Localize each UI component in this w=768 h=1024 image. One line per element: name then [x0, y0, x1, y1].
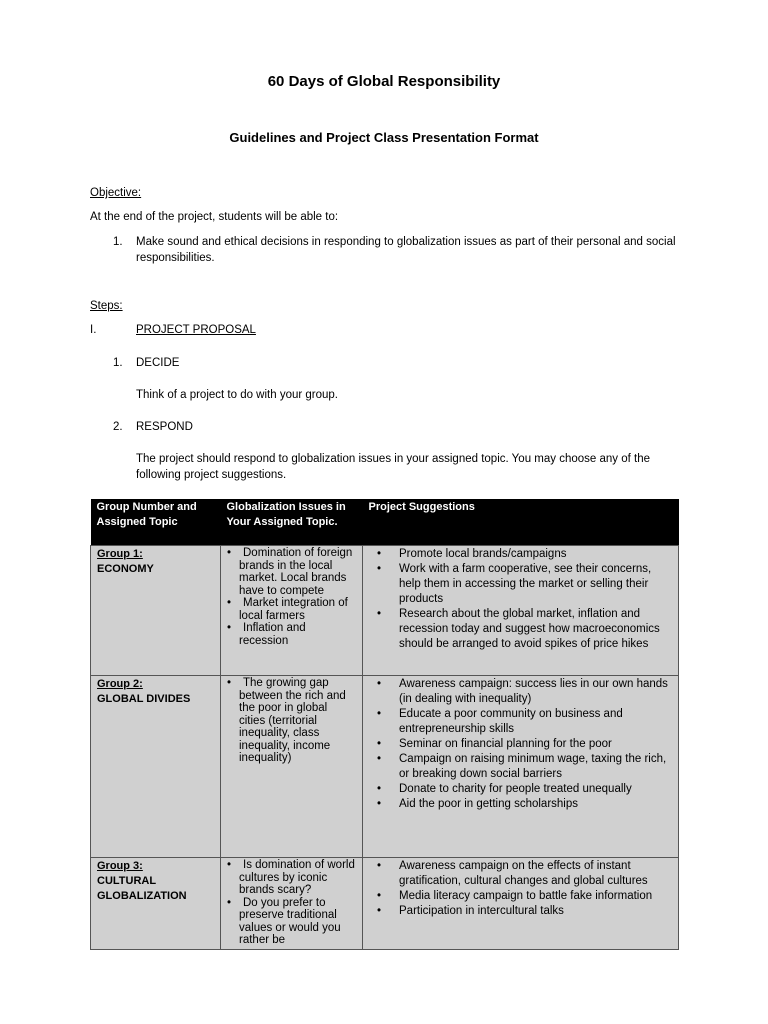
suggestion-item: • Educate a poor community on business and entrepreneurship skills [399, 707, 672, 737]
suggestions-cell [363, 546, 679, 676]
suggestion-item: • Seminar on financial planning for the poor [399, 737, 672, 752]
objective-intro: At the end of the project, students will be able to: [90, 211, 339, 223]
issue-item: • Do you prefer to preserve traditional values or would you rather be [239, 897, 356, 947]
issues-cell [221, 546, 363, 676]
header-group: Group Number and Assigned Topic [91, 499, 221, 546]
section-title: PROJECT PROPOSAL [136, 324, 256, 336]
step1-title: DECIDE [136, 357, 180, 369]
header-suggestions: Project Suggestions [363, 499, 679, 546]
suggestion-item: • Awareness campaign on the effects of instant gratification, cultural changes and global cultures [399, 859, 672, 889]
suggestion-item: • Participation in intercultural talks [399, 904, 672, 919]
issues-cell [221, 858, 363, 950]
suggestion-item: • Campaign on raising minimum wage, taxing the rich, or breaking down social barriers [399, 752, 672, 782]
page-title: 60 Days of Global Responsibility [267, 73, 501, 90]
group-cell [91, 676, 221, 858]
issue-item: • Market integration of local farmers [239, 597, 356, 622]
issue-item: • The growing gap between the rich and the poor in global cities (territorial inequality, class inequality, income inequality) [239, 677, 356, 765]
group-label: Group 1: [97, 548, 143, 560]
suggestion-item: • Research about the global market, inflation and recession today and suggest how macroeconomics should be arranged to avoid spikes of price hikes [399, 607, 672, 652]
suggestions-cell [363, 676, 679, 858]
suggestion-item: • Awareness campaign: success lies in our own hands (in dealing with inequality) [399, 677, 672, 707]
group-label: Group 2: [97, 678, 143, 690]
step2-number: 2. [113, 421, 123, 433]
table-row [91, 676, 679, 858]
issue-item: • Domination of foreign brands in the local market. Local brands have to compete [239, 547, 356, 597]
group-cell [91, 858, 221, 950]
suggestion-item: • Promote local brands/campaigns [399, 547, 672, 562]
objective-item-text: Make sound and ethical decisions in responding to globalization issues as part of their personal and social responsibilities. [136, 236, 676, 264]
group-label: Group 3: [97, 860, 143, 872]
suggestion-item: • Aid the poor in getting scholarships [399, 797, 672, 812]
issues-cell [221, 676, 363, 858]
steps-heading: Steps: [90, 300, 123, 312]
step1-number: 1. [113, 357, 123, 369]
suggestions-cell [363, 858, 679, 950]
table-row [91, 858, 679, 950]
group-topic: CULTURAL GLOBALIZATION [97, 875, 187, 902]
suggestion-item: • Donate to charity for people treated unequally [399, 782, 672, 797]
suggestion-item: • Media literacy campaign to battle fake information [399, 889, 672, 904]
objective-heading: Objective: [90, 187, 142, 199]
header-issues: Globalization Issues in Your Assigned Topic. [221, 499, 363, 546]
objective-item-number: 1. [113, 236, 123, 248]
page-subtitle: Guidelines and Project Class Presentation Format [229, 130, 539, 145]
section-number: I. [90, 324, 97, 336]
issue-item: • Inflation and recession [239, 622, 356, 647]
suggestion-item: • Work with a farm cooperative, see their concerns, help them in accessing the market or selling their products [399, 562, 672, 607]
group-topic: GLOBAL DIVIDES [97, 693, 191, 705]
issue-item: • Is domination of world cultures by iconic brands scary? [239, 859, 356, 897]
group-topic: ECONOMY [97, 563, 154, 575]
step1-text: Think of a project to do with your group. [136, 389, 338, 401]
table-row [91, 546, 679, 676]
table-header-row [91, 499, 679, 546]
step2-text: The project should respond to globalization issues in your assigned topic. You may choose any of the following project suggestions. [136, 453, 650, 481]
project-suggestions-table [90, 499, 679, 950]
step2-title: RESPOND [136, 421, 193, 433]
group-cell [91, 546, 221, 676]
